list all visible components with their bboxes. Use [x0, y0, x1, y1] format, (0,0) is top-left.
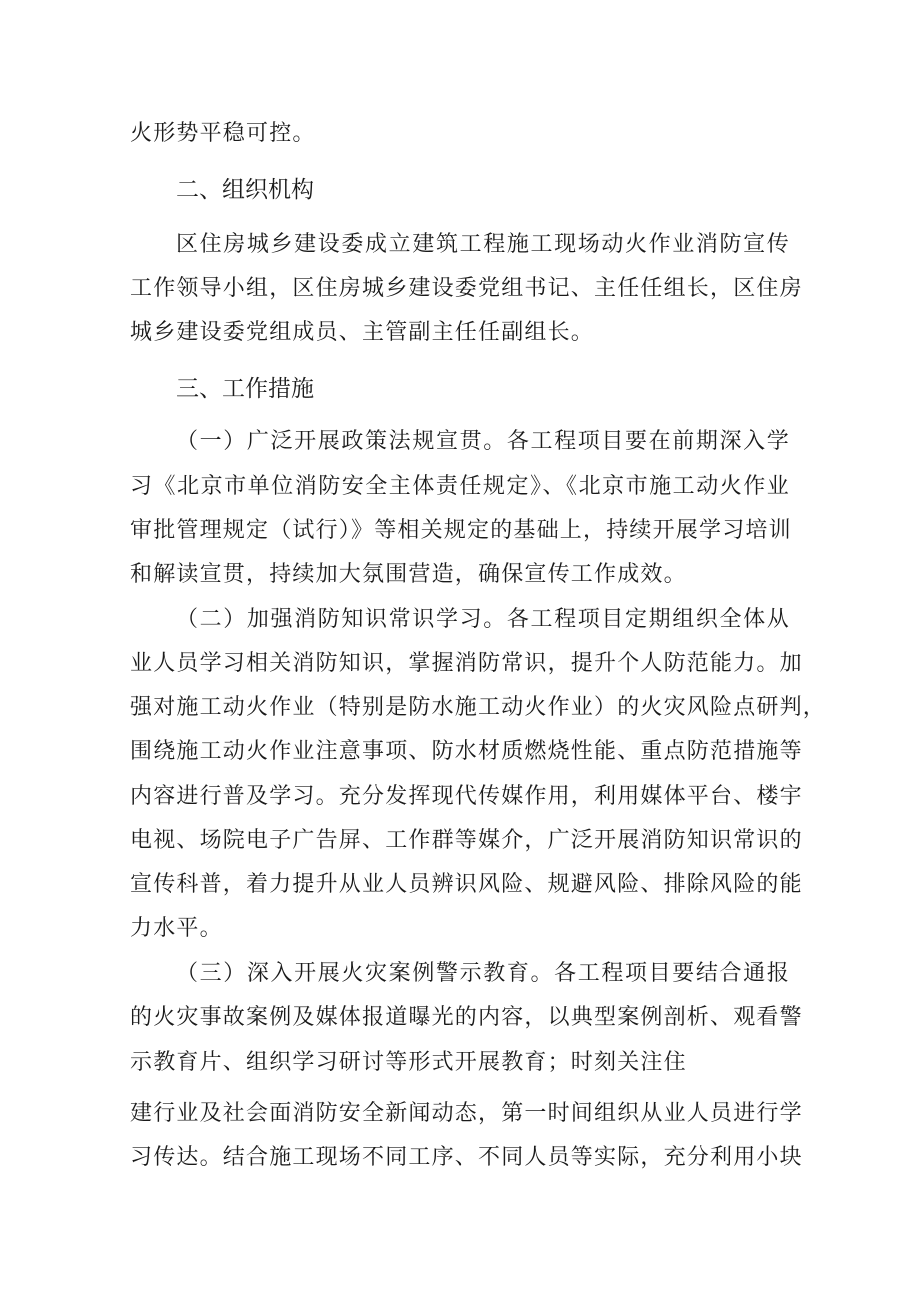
- paragraph-line: 的火灾事故案例及媒体报道曝光的内容，以典型案例剖析、观看警: [130, 1005, 803, 1030]
- paragraph-line: 电视、场院电子广告屏、工作群等媒介，广泛开展消防知识常识的: [130, 828, 803, 853]
- paragraph-line: 习传达。结合施工现场不同工序、不同人员等实际，充分利用小块: [130, 1145, 803, 1170]
- paragraph-line: （三）深入开展火灾案例警示教育。各工程项目要结合通报: [176, 961, 790, 986]
- paragraph-line: （二）加强消防知识常识学习。各工程项目定期组织全体从: [176, 607, 790, 632]
- section-heading-organization: 二、组织机构: [176, 177, 314, 203]
- paragraph-line: 和解读宣贯，持续加大氛围营造，确保宣传工作成效。: [130, 562, 687, 587]
- paragraph-line: 业人员学习相关消防知识，掌握消防常识，提升个人防范能力。加: [130, 651, 803, 676]
- paragraph-line: 力水平。: [130, 916, 223, 941]
- paragraph-line: 宣传科普，着力提升从业人员辨识风险、规避风险、排除风险的能: [130, 872, 803, 897]
- paragraph-line: 城乡建设委党组成员、主管副主任任副组长。: [130, 320, 595, 345]
- paragraph-line: 区住房城乡建设委成立建筑工程施工现场动火作业消防宣传: [176, 232, 790, 257]
- paragraph-line: 习《北京市单位消防安全主体责任规定》、《北京市施工动火作业: [130, 474, 790, 499]
- paragraph-line: 内容进行普及学习。充分发挥现代传媒作用，利用媒体平台、楼宇: [130, 784, 803, 809]
- section-heading-measures: 三、工作措施: [176, 376, 314, 402]
- paragraph-line: 审批管理规定（试行）》等相关规定的基础上，持续开展学习培训: [130, 518, 792, 543]
- paragraph-line: 强对施工动火作业（特别是防水施工动火作业）的火灾风险点研判，: [130, 695, 827, 720]
- paragraph-line: 建行业及社会面消防安全新闻动态，第一时间组织从业人员进行学: [130, 1101, 803, 1126]
- paragraph-line: （一）广泛开展政策法规宣贯。各工程项目要在前期深入学: [176, 429, 790, 454]
- paragraph-line: 示教育片、组织学习研讨等形式开展教育；时刻关注住: [130, 1050, 687, 1075]
- paragraph-line: 工作领导小组，区住房城乡建设委党组书记、主任任组长，区住房: [130, 276, 803, 301]
- paragraph-line: 围绕施工动火作业注意事项、防水材质燃烧性能、重点防范措施等: [130, 739, 803, 764]
- paragraph-line: 火形势平稳可控。: [130, 121, 316, 146]
